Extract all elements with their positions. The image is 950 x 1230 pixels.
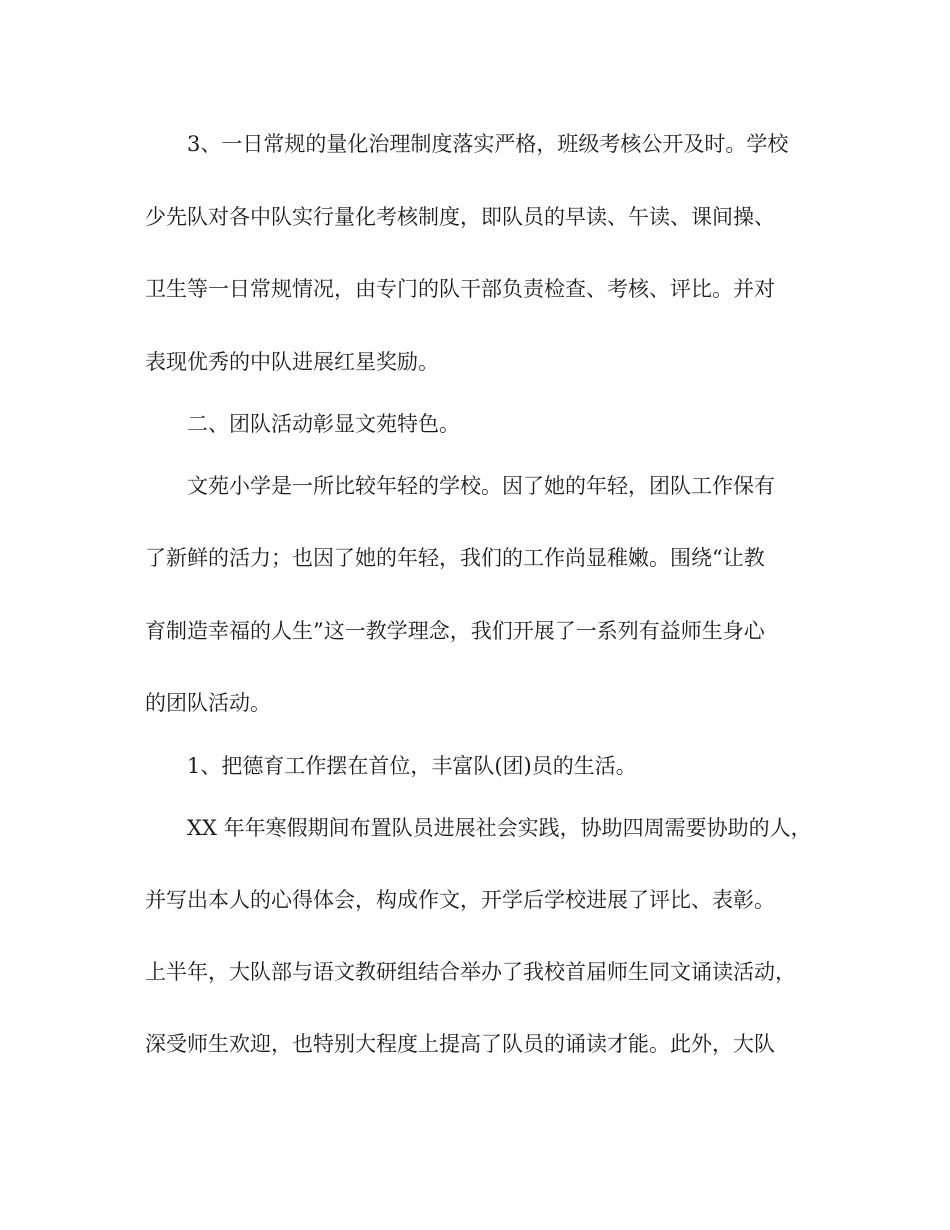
- paragraph-line: 上半年，大队部与语文教研组结合举办了我校首届师生同文诵读活动，: [145, 960, 796, 984]
- paragraph-line: 3、一日常规的量化治理制度落实严格，班级考核公开及时。学校: [187, 132, 789, 156]
- paragraph-line: 育制造幸福的人生”这一教学理念，我们开展了一系列有益师生身心: [145, 619, 765, 643]
- paragraph-line: XX 年年寒假期间布置队员进展社会实践，协助四周需要协助的人，: [187, 816, 812, 840]
- paragraph-line: 深受师生欢迎，也特别大程度上提高了队员的诵读才能。此外，大队: [145, 1032, 775, 1056]
- paragraph-line: 了新鲜的活力；也因了她的年轻，我们的工作尚显稚嫩。围绕“让教: [145, 546, 765, 570]
- paragraph-line: 并写出本人的心得体会，构成作文，开学后学校进展了评比、表彰。: [145, 888, 775, 912]
- subsection-heading: 1、把德育工作摆在首位，丰富队(团)员的生活。: [187, 754, 637, 778]
- paragraph-line: 少先队对各中队实行量化考核制度，即队员的早读、午读、课间操、: [145, 205, 775, 229]
- paragraph-line: 卫生等一日常规情况，由专门的队干部负责检查、考核、评比。并对: [145, 277, 775, 301]
- paragraph-line: 表现优秀的中队进展红星奖励。: [145, 350, 439, 374]
- paragraph-line: 文苑小学是一所比较年轻的学校。因了她的年轻，团队工作保有: [187, 474, 775, 498]
- section-heading: 二、团队活动彰显文苑特色。: [187, 412, 460, 436]
- paragraph-line: 的团队活动。: [145, 691, 271, 715]
